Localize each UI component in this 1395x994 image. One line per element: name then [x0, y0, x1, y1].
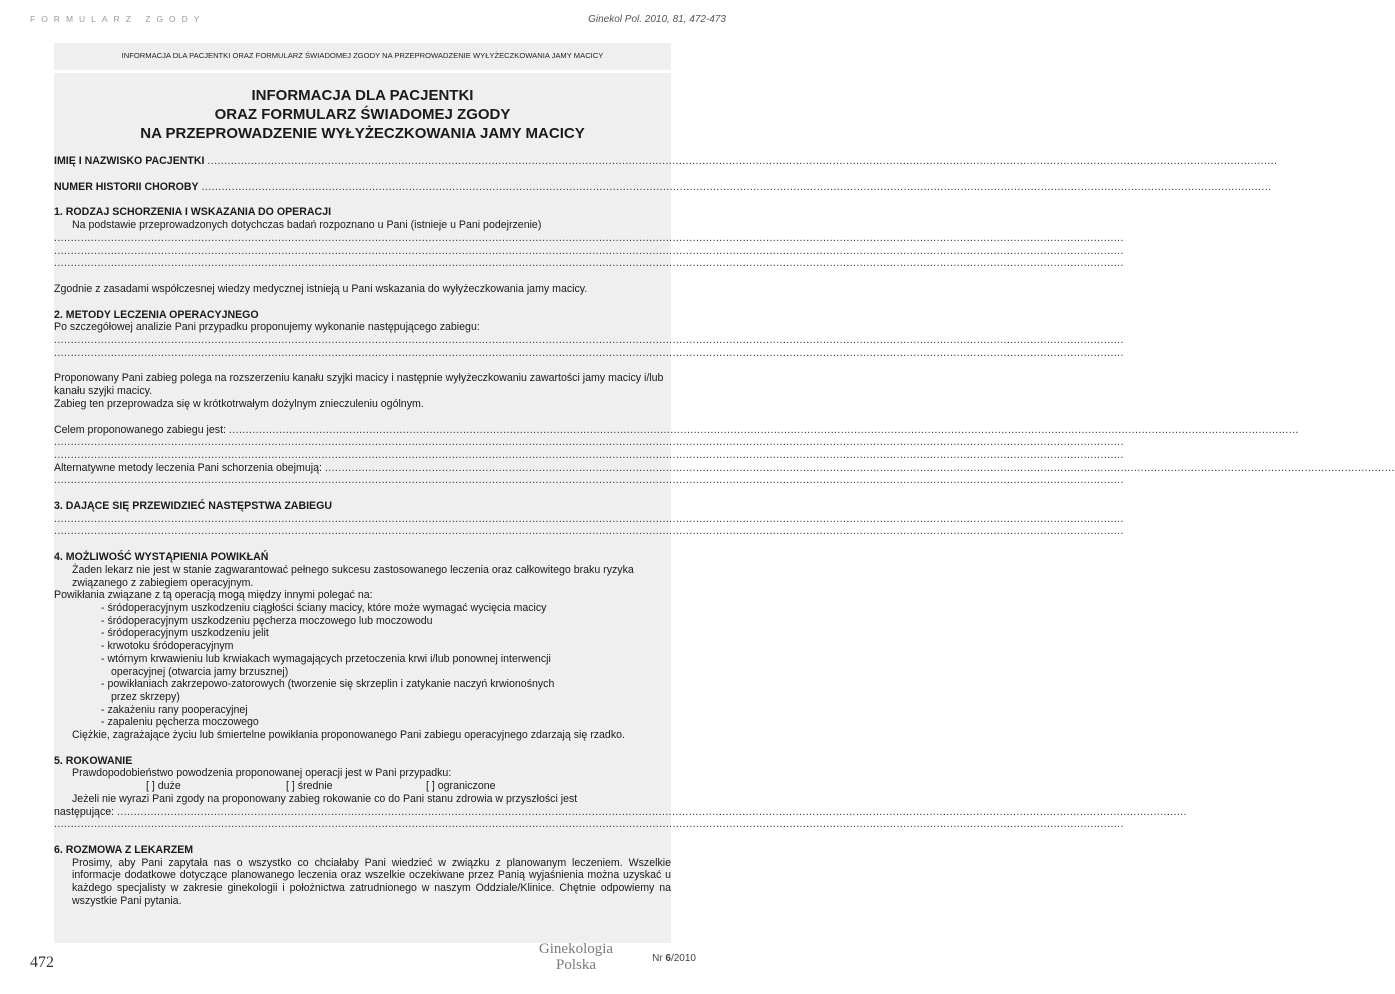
- issue-num: 6: [665, 953, 671, 964]
- issue-number: [652, 953, 696, 964]
- prognosis-field[interactable]: [54, 805, 1187, 819]
- consequences-line[interactable]: ................................................................................................................................................................................................................................................................................................................................: [54, 525, 1124, 538]
- section-text: Zgodnie z zasadami współczesnej wiedzy medycznej istnieją u Pani wskazania do wyłyżeczkowania jamy macicy.: [54, 282, 588, 295]
- divider: [54, 70, 671, 73]
- section-text: Prawdopodobieństwo powodzenia proponowanej operacji jest w Pani przypadku:: [72, 767, 452, 780]
- goal-line[interactable]: ................................................................................................................................................................................................................................................................................................................................: [54, 436, 1124, 449]
- complication-item: - śródoperacyjnym uszkodzeniu ciągłości ściany macicy, które może wymagać wycięcia macicy: [101, 601, 547, 614]
- dotted-fill: ................................................................................................................................................................................................................................................................................................................................: [207, 155, 1278, 167]
- section-text: Zabieg ten przeprowadza się w krótkotrwałym dożylnym znieczuleniu ogólnym.: [54, 397, 424, 410]
- section-heading: 6. ROZMOWA Z LEKARZEM: [54, 843, 194, 856]
- dotted-fill: ................................................................................................................................................................................................................................................................................................................................: [201, 180, 1272, 193]
- procedure-line[interactable]: ................................................................................................................................................................................................................................................................................................................................: [54, 334, 1124, 347]
- section-text: Na podstawie przeprowadzonych dotychczas badań rozpoznano u Pani (istnieje u Pani podejrzenie): [72, 219, 542, 232]
- section-heading: 2. METODY LECZENIA OPERACYJNEGO: [54, 308, 259, 321]
- patient-name-label: IMIĘ I NAZWISKO PACJENTKI: [54, 155, 205, 167]
- page-number: 472: [30, 954, 54, 971]
- journal-logo: [536, 941, 616, 973]
- complication-item: - wtórnym krwawieniu lub krwiakach wymagających przetoczenia krwi i/lub ponownej interwencji: [101, 652, 551, 665]
- complication-item: - zapaleniu pęcherza moczowego: [101, 716, 259, 729]
- section-text: Proponowany Pani zabieg polega na rozszerzeniu kanału szyjki macicy i następnie wyłyżeczkowaniu zawartości jamy macicy i/lub kanału szyjki macicy.: [54, 372, 664, 398]
- dotted-fill: ................................................................................................................................................................................................................................................................................................................................: [228, 423, 1299, 436]
- form-title: [54, 86, 671, 143]
- section-heading: 4. MOŻLIWOŚĆ WYSTĄPIENIA POWIKŁAŃ: [54, 551, 269, 564]
- record-number-label: NUMER HISTORII CHOROBY: [54, 180, 199, 193]
- complication-item: - śródoperacyjnym uszkodzeniu pęcherza moczowego lub moczowodu: [101, 614, 433, 627]
- goal-field[interactable]: [54, 423, 1299, 437]
- form-subtitle: INFORMACJA DLA PACJENTKI ORAZ FORMULARZ ŚWIADOMEJ ZGODY NA PRZEPROWADZENIE WYŁYŻECZKOWANIA JAMY MACICY: [121, 51, 604, 60]
- logo-line: Polska: [555, 957, 596, 973]
- diagnosis-line[interactable]: ................................................................................................................................................................................................................................................................................................................................: [54, 231, 1124, 244]
- logo-line: Ginekologia: [538, 941, 614, 957]
- running-head: FORMULARZ ZGODY: [30, 14, 206, 24]
- prognosis-line[interactable]: ................................................................................................................................................................................................................................................................................................................................: [54, 818, 1124, 831]
- alternatives-line[interactable]: ................................................................................................................................................................................................................................................................................................................................: [54, 474, 1124, 487]
- prognosis-options: [54, 780, 671, 793]
- section-text: Jeżeli nie wyrazi Pani zgody na proponowany zabieg rokowanie co do Pani stanu zdrowia w przyszłości jest: [72, 792, 578, 805]
- complication-item: operacyjnej (otwarcia jamy brzusznej): [111, 665, 289, 678]
- section-text: Ciężkie, zagrażające życiu lub śmiertelne powikłania proponowanego Pani zabiegu operacyjnego zdarzają się rzadko.: [72, 729, 625, 742]
- section-heading: 1. RODZAJ SCHORZENIA I WSKAZANIA DO OPERACJI: [54, 206, 332, 219]
- procedure-line[interactable]: ................................................................................................................................................................................................................................................................................................................................: [54, 346, 1124, 359]
- section-text: Prosimy, aby Pani zapytała nas o wszystko co chciałaby Pani wiedzieć w związku z planowanym leczeniem. Wszelkie informacje dodatkowe dotyczące planowanego leczenia oraz wszelkie oczekiwane przez Panią wyjaśnienia można uzyskać u każdego specjalisty w zakresie ginekologii i położnictwa zatrudnionego w naszym Oddziale/Klinice. Chętnie odpowiemy na wszystkie Pani pytania.: [72, 856, 671, 907]
- title-line: INFORMACJA DLA PACJENTKI: [251, 87, 474, 104]
- prognosis-option-limited[interactable]: [ ] ograniczone: [426, 780, 496, 793]
- title-line: ORAZ FORMULARZ ŚWIADOMEJ ZGODY: [214, 106, 511, 123]
- prognosis-option-good[interactable]: [ ] duże: [146, 780, 181, 793]
- consequences-line[interactable]: ................................................................................................................................................................................................................................................................................................................................: [54, 512, 1124, 525]
- dotted-fill: ................................................................................................................................................................................................................................................................................................................................: [324, 461, 1395, 474]
- complication-item: przez skrzepy): [111, 690, 180, 703]
- section-heading: 5. ROKOWANIE: [54, 754, 133, 767]
- section-text: Żaden lekarz nie jest w stanie zagwarantować pełnego sukcesu zastosowanego leczenia oraz całkowitego braku ryzyka związanego z zabiegiem operacyjnym.: [72, 563, 634, 589]
- section-text: Powikłania związane z tą operacją mogą między innymi polegać na:: [54, 589, 373, 602]
- goal-label: Celem proponowanego zabiegu jest:: [54, 423, 226, 436]
- complication-item: - śródoperacyjnym uszkodzeniu jelit: [101, 627, 269, 640]
- section-heading: 3. DAJĄCE SIĘ PRZEWIDZIEĆ NASTĘPSTWA ZABIEGU: [54, 500, 333, 513]
- journal-reference: Ginekol Pol. 2010, 81, 472-473: [588, 14, 726, 25]
- complication-item: - krwotoku śródoperacyjnym: [101, 640, 234, 653]
- issue-prefix: Nr: [652, 953, 666, 964]
- goal-line[interactable]: ................................................................................................................................................................................................................................................................................................................................: [54, 448, 1124, 461]
- patient-name-field[interactable]: [54, 155, 1278, 168]
- title-line: NA PRZEPROWADZENIE WYŁYŻECZKOWANIA JAMY MACICY: [140, 125, 585, 142]
- record-number-field[interactable]: [54, 180, 1272, 194]
- dotted-fill: ................................................................................................................................................................................................................................................................................................................................: [117, 805, 1187, 818]
- prognosis-label: następujące:: [54, 805, 115, 818]
- alternatives-label: Alternatywne metody leczenia Pani schorzenia obejmują:: [54, 461, 322, 474]
- diagnosis-line[interactable]: ................................................................................................................................................................................................................................................................................................................................: [54, 244, 1124, 257]
- alternatives-field[interactable]: [54, 461, 1395, 475]
- prognosis-option-medium[interactable]: [ ] średnie: [286, 780, 333, 793]
- complication-item: - zakażeniu rany pooperacyjnej: [101, 703, 248, 716]
- issue-year: /2010: [670, 953, 696, 964]
- form-panel: [54, 43, 1395, 943]
- form-body: [54, 155, 1395, 907]
- section-text: Po szczegółowej analizie Pani przypadku proponujemy wykonanie następującego zabiegu:: [54, 321, 480, 334]
- complication-item: - powikłaniach zakrzepowo-zatorowych (tworzenie się skrzeplin i zatykanie naczyń krwionośnych: [101, 678, 555, 691]
- diagnosis-line[interactable]: ................................................................................................................................................................................................................................................................................................................................: [54, 257, 1124, 270]
